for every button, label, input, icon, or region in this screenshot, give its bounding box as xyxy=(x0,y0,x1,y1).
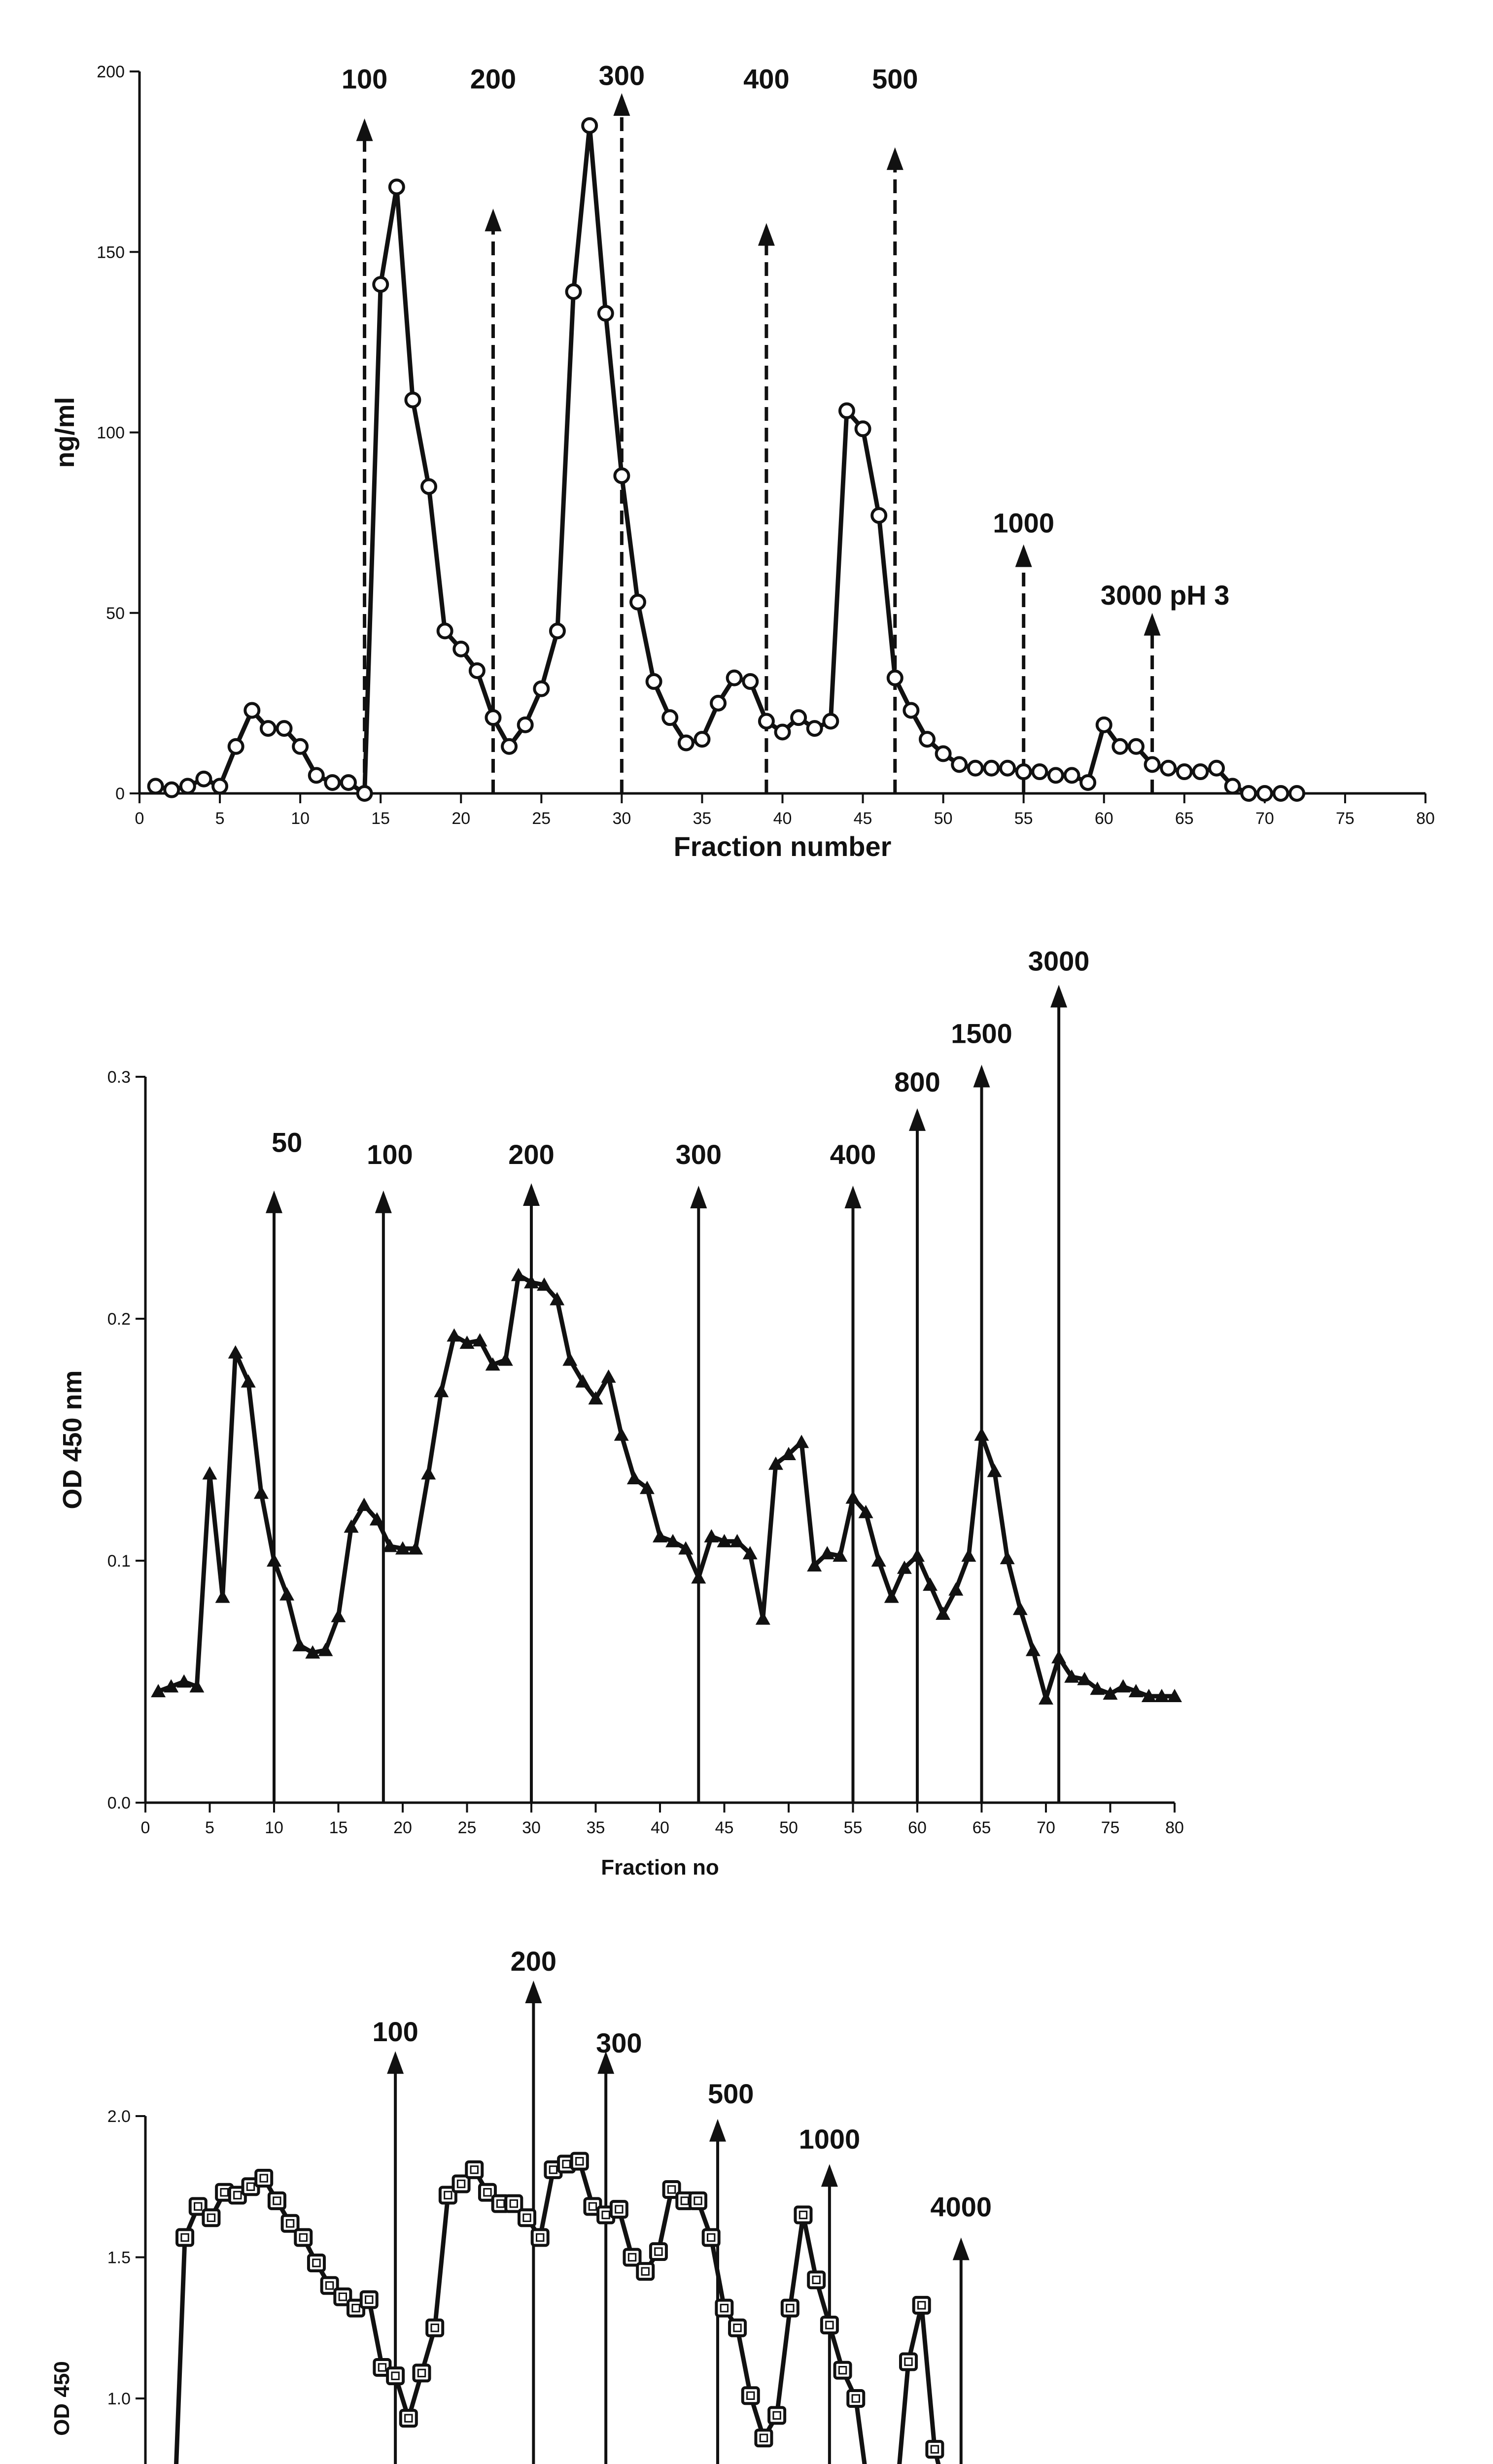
data-point xyxy=(1178,765,1191,779)
x-tick-label: 50 xyxy=(779,1818,798,1837)
marker-label: 300 xyxy=(598,60,645,91)
data-point xyxy=(1129,740,1143,753)
data-point xyxy=(796,2207,811,2223)
data-point xyxy=(519,718,532,732)
data-point xyxy=(1146,757,1159,771)
y-axis-title: OD 450 xyxy=(50,2361,74,2436)
marker-label: 100 xyxy=(367,1139,413,1170)
data-point xyxy=(792,711,805,724)
data-point xyxy=(914,2297,930,2313)
data-point xyxy=(342,776,355,789)
x-tick-label: 35 xyxy=(586,1818,605,1837)
data-point xyxy=(856,422,870,436)
data-point xyxy=(716,2300,732,2316)
data-point xyxy=(888,671,902,685)
data-point xyxy=(325,776,339,789)
x-tick-label: 40 xyxy=(773,809,792,828)
data-point xyxy=(1001,761,1014,775)
data-point xyxy=(1017,765,1031,779)
x-tick-label: 20 xyxy=(451,809,471,828)
data-point xyxy=(728,671,741,685)
data-point xyxy=(310,768,323,782)
data-point xyxy=(454,642,468,656)
y-tick-label: 1.0 xyxy=(107,2390,131,2408)
data-point xyxy=(920,732,934,746)
x-tick-label: 55 xyxy=(843,1818,863,1837)
x-tick-label: 65 xyxy=(972,1818,991,1837)
data-point xyxy=(808,721,822,735)
y-axis-title: ng/ml xyxy=(50,397,80,468)
data-point xyxy=(1161,761,1175,775)
data-point xyxy=(776,725,790,739)
data-point xyxy=(1210,761,1223,775)
data-point xyxy=(414,2365,429,2381)
x-tick-label: 30 xyxy=(522,1818,541,1837)
data-point xyxy=(229,740,243,753)
data-point xyxy=(782,2300,798,2316)
data-point xyxy=(438,624,452,638)
data-point xyxy=(1193,765,1207,779)
marker-label: 50 xyxy=(271,1127,303,1158)
data-point xyxy=(1242,787,1255,800)
marker-label: 300 xyxy=(596,2027,642,2059)
data-point xyxy=(519,2210,535,2225)
data-point xyxy=(1049,768,1063,782)
data-point xyxy=(637,2263,653,2279)
data-point xyxy=(567,285,581,299)
y-tick-label: 0.0 xyxy=(107,1794,131,1813)
data-point xyxy=(743,2388,759,2403)
marker-label: 1000 xyxy=(993,507,1054,539)
y-tick-label: 0.3 xyxy=(107,1068,131,1087)
data-point xyxy=(422,479,436,493)
data-point xyxy=(690,2193,706,2209)
y-tick-label: 100 xyxy=(97,423,125,443)
data-point xyxy=(551,624,564,638)
data-point xyxy=(952,757,966,771)
data-point xyxy=(703,2229,719,2245)
data-point xyxy=(711,696,725,710)
x-tick-label: 15 xyxy=(329,1818,348,1837)
x-tick-label: 60 xyxy=(1094,809,1113,828)
data-point xyxy=(309,2255,324,2271)
x-tick-label: 55 xyxy=(1014,809,1033,828)
x-tick-label: 65 xyxy=(1175,809,1194,828)
data-point xyxy=(486,711,500,724)
y-tick-label: 200 xyxy=(97,63,125,81)
marker-label: 500 xyxy=(872,63,918,95)
data-point xyxy=(1274,787,1287,800)
data-point xyxy=(904,704,918,718)
data-point xyxy=(901,2354,916,2370)
y-axis-title: OD 450 nm xyxy=(58,1370,87,1509)
marker-label: 800 xyxy=(894,1066,940,1097)
data-point xyxy=(743,675,757,688)
x-tick-label: 75 xyxy=(1336,809,1354,828)
data-point xyxy=(1081,776,1095,789)
data-point xyxy=(1065,768,1079,782)
marker-label: 200 xyxy=(470,63,517,95)
data-point xyxy=(663,711,677,724)
marker-label: 500 xyxy=(707,2078,754,2110)
y-tick-label: 2.0 xyxy=(107,2107,131,2126)
x-tick-label: 70 xyxy=(1037,1818,1055,1837)
data-point xyxy=(631,595,645,609)
x-tick-label: 20 xyxy=(393,1818,412,1837)
marker-label: 400 xyxy=(830,1139,876,1170)
data-point xyxy=(615,469,628,482)
data-point xyxy=(181,779,195,793)
x-tick-label: 25 xyxy=(532,809,551,828)
data-point xyxy=(1290,787,1304,800)
data-point xyxy=(572,2154,588,2169)
marker-label: 300 xyxy=(675,1139,722,1170)
data-point xyxy=(840,404,854,418)
x-axis-title: Fraction no xyxy=(601,1855,719,1880)
y-tick-label: 1.5 xyxy=(107,2248,131,2267)
y-tick-label: 50 xyxy=(106,604,125,623)
data-point xyxy=(1226,779,1240,793)
data-point xyxy=(651,2244,666,2259)
data-point xyxy=(760,715,773,728)
data-point xyxy=(401,2410,417,2426)
data-point xyxy=(822,2317,837,2333)
marker-label: 1000 xyxy=(799,2123,861,2155)
data-point xyxy=(969,761,982,775)
data-point xyxy=(599,307,613,320)
data-point xyxy=(679,736,693,750)
data-point xyxy=(927,2441,942,2457)
data-point xyxy=(532,2229,548,2245)
data-point xyxy=(835,2362,851,2378)
data-point xyxy=(1258,787,1272,800)
x-tick-label: 5 xyxy=(215,809,225,828)
x-tick-label: 30 xyxy=(612,809,631,828)
data-point xyxy=(1097,718,1111,732)
data-point xyxy=(769,2407,785,2423)
data-point xyxy=(197,772,210,786)
marker-label: 3000 pH 3 xyxy=(1100,580,1230,611)
data-point xyxy=(466,2162,482,2178)
data-point xyxy=(729,2320,745,2336)
x-tick-label: 80 xyxy=(1416,809,1435,828)
marker-label: 200 xyxy=(508,1139,555,1170)
data-point xyxy=(1113,740,1127,753)
data-point xyxy=(848,2391,864,2406)
data-point xyxy=(583,119,596,133)
x-tick-label: 75 xyxy=(1101,1818,1120,1837)
data-point xyxy=(374,277,387,291)
data-point xyxy=(756,2430,771,2446)
x-tick-label: 25 xyxy=(457,1818,477,1837)
x-tick-label: 40 xyxy=(651,1818,669,1837)
data-point xyxy=(611,2201,627,2217)
data-point xyxy=(361,2292,377,2307)
data-point xyxy=(406,393,419,407)
data-point xyxy=(534,682,548,696)
data-point xyxy=(387,2368,403,2384)
data-point xyxy=(358,787,372,800)
data-point xyxy=(470,664,484,678)
marker-label: 3000 xyxy=(1028,945,1090,977)
marker-label: 100 xyxy=(341,63,388,95)
x-tick-label: 15 xyxy=(371,809,390,828)
x-tick-label: 35 xyxy=(693,809,712,828)
marker-label: 100 xyxy=(372,2016,418,2048)
x-tick-label: 80 xyxy=(1165,1818,1184,1837)
data-point xyxy=(213,779,227,793)
x-tick-label: 60 xyxy=(908,1818,927,1837)
data-point xyxy=(872,509,886,522)
data-point xyxy=(177,2229,193,2245)
data-point xyxy=(256,2170,272,2186)
marker-label: 4000 xyxy=(930,2191,992,2223)
y-tick-label: 0.2 xyxy=(107,1310,131,1329)
data-point xyxy=(390,180,404,194)
data-point xyxy=(149,779,163,793)
x-tick-label: 45 xyxy=(853,809,872,828)
data-point xyxy=(984,761,998,775)
x-tick-label: 10 xyxy=(265,1818,283,1837)
data-point xyxy=(269,2193,285,2209)
data-point xyxy=(203,2210,219,2225)
data-point xyxy=(165,783,178,797)
x-tick-label: 10 xyxy=(291,809,310,828)
x-tick-label: 45 xyxy=(715,1818,734,1837)
marker-label: 400 xyxy=(743,63,790,95)
x-tick-label: 70 xyxy=(1255,809,1274,828)
data-point xyxy=(293,740,307,753)
data-point xyxy=(278,721,291,735)
data-point xyxy=(808,2272,824,2288)
x-tick-label: 0 xyxy=(140,1818,150,1837)
y-tick-label: 150 xyxy=(97,243,125,262)
data-point xyxy=(695,732,709,746)
y-tick-label: 0.1 xyxy=(107,1552,131,1571)
data-point xyxy=(647,675,661,688)
data-point xyxy=(261,721,275,735)
data-point xyxy=(295,2229,311,2245)
data-point xyxy=(502,740,516,753)
x-axis-title: Fraction number xyxy=(673,831,892,862)
y-tick-label: 0 xyxy=(115,785,125,803)
x-tick-label: 0 xyxy=(135,809,144,828)
x-tick-label: 5 xyxy=(205,1818,214,1837)
data-point xyxy=(1033,765,1046,779)
data-point xyxy=(245,704,259,718)
x-tick-label: 50 xyxy=(934,809,953,828)
data-point xyxy=(427,2320,443,2336)
data-point xyxy=(937,747,950,760)
data-point xyxy=(824,715,837,728)
marker-label: 1500 xyxy=(951,1018,1012,1049)
marker-label: 200 xyxy=(510,1945,557,1977)
